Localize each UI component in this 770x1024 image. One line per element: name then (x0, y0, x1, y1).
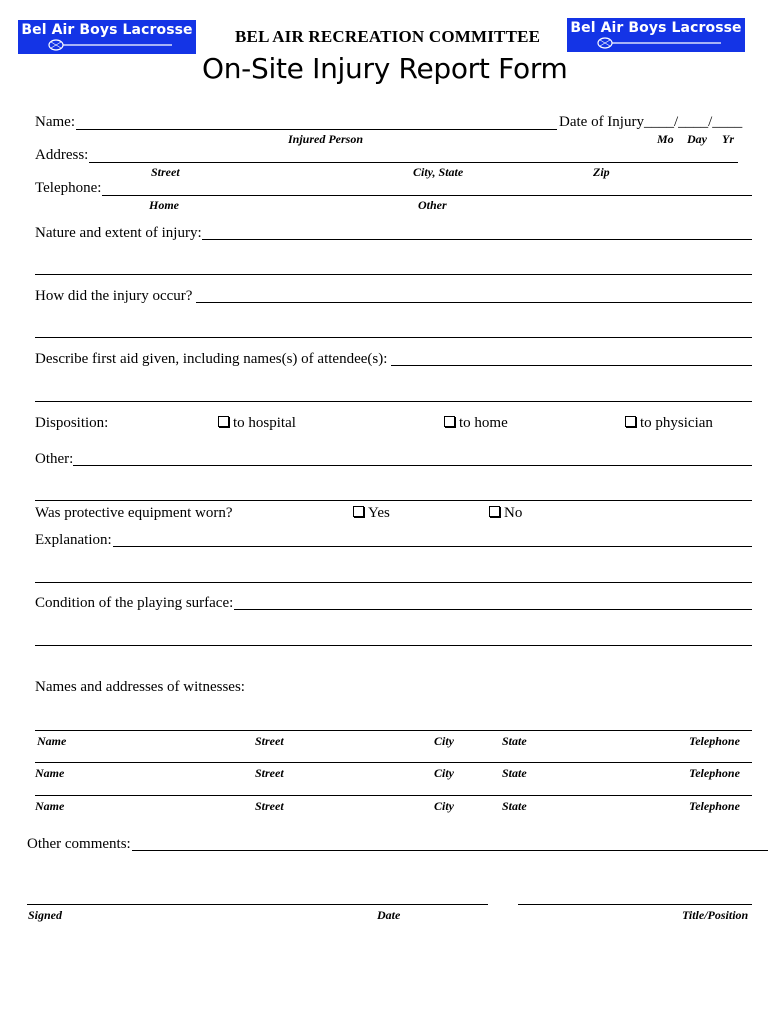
year-caption: Yr (722, 132, 734, 146)
title-position-caption: Title/Position (682, 908, 749, 922)
checkbox-icon (625, 416, 636, 427)
witness-state-caption: State (502, 766, 527, 780)
date-of-injury-field[interactable]: Date of Injury____/____/____ (559, 114, 743, 130)
other-comments-field[interactable] (132, 850, 768, 851)
to-physician-label: to physician (640, 415, 713, 431)
checkbox-icon (444, 416, 455, 427)
signature-date-field[interactable] (27, 904, 488, 905)
to-home-checkbox[interactable] (444, 415, 508, 432)
home-caption: Home (149, 198, 179, 212)
day-caption: Day (687, 132, 707, 146)
witness-city-caption: City (434, 799, 454, 813)
to-hospital-checkbox[interactable] (218, 415, 296, 432)
other-label: Other: (35, 451, 74, 467)
witness-state-caption: State (502, 734, 527, 748)
name-label: Name: (35, 114, 75, 130)
witness-name-caption: Name (37, 734, 67, 748)
telephone-field[interactable] (102, 195, 752, 196)
street-caption: Street (151, 165, 180, 179)
nature-of-injury-field[interactable] (202, 239, 752, 240)
how-injury-occurred-field-2[interactable] (35, 337, 752, 338)
to-home-label: to home (459, 415, 508, 431)
other-field[interactable] (73, 465, 752, 466)
witness-line-3[interactable] (35, 795, 752, 796)
explanation-field[interactable] (113, 546, 752, 547)
witness-city-caption: City (434, 734, 454, 748)
address-field[interactable] (89, 162, 738, 163)
explanation-field-2[interactable] (35, 582, 752, 583)
witness-street-caption: Street (255, 799, 284, 813)
witness-state-caption: State (502, 799, 527, 813)
telephone-label: Telephone: (35, 180, 102, 196)
equipment-yes-checkbox[interactable] (353, 505, 390, 522)
witness-name-caption: Name (35, 766, 65, 780)
logo-left (18, 20, 196, 54)
explanation-label: Explanation: (35, 532, 112, 548)
witness-street-caption: Street (255, 766, 284, 780)
injured-person-caption: Injured Person (288, 132, 364, 146)
address-label: Address: (35, 147, 89, 163)
witness-telephone-caption: Telephone (689, 799, 740, 813)
logo-text: Bel Air Boys Lacrosse (21, 22, 193, 38)
signed-caption: Signed (28, 908, 63, 922)
equipment-no-checkbox[interactable] (489, 505, 522, 522)
witness-city-caption: City (434, 766, 454, 780)
nature-of-injury-label: Nature and extent of injury: (35, 225, 202, 241)
no-label: No (504, 505, 523, 521)
page-title: On-Site Injury Report Form (202, 52, 568, 85)
witness-street-caption: Street (255, 734, 284, 748)
checkbox-icon (218, 416, 229, 427)
yes-label: Yes (368, 505, 390, 521)
checkbox-icon (353, 506, 364, 517)
month-caption: Mo (657, 132, 674, 146)
logo-right (567, 18, 745, 52)
other-comments-label: Other comments: (27, 836, 131, 852)
how-injury-occurred-field[interactable] (196, 302, 752, 303)
witness-telephone-caption: Telephone (689, 766, 740, 780)
other-phone-caption: Other (418, 198, 447, 212)
playing-surface-field[interactable] (234, 609, 752, 610)
first-aid-field[interactable] (391, 365, 752, 366)
first-aid-label: Describe first aid given, including names(s) of attendee(s): (35, 351, 388, 367)
witness-name-caption: Name (35, 799, 65, 813)
title-position-field[interactable] (518, 904, 752, 905)
playing-surface-field-2[interactable] (35, 645, 752, 646)
first-aid-field-2[interactable] (35, 401, 752, 402)
lacrosse-stick-icon (48, 39, 173, 51)
nature-of-injury-field-2[interactable] (35, 274, 752, 275)
committee-heading: BEL AIR RECREATION COMMITTEE (235, 27, 541, 46)
checkbox-icon (489, 506, 500, 517)
disposition-label: Disposition: (35, 415, 109, 431)
witness-line-2[interactable] (35, 762, 752, 763)
witness-telephone-caption: Telephone (689, 734, 740, 748)
how-injury-occurred-label: How did the injury occur? (35, 288, 193, 304)
to-physician-checkbox[interactable] (625, 415, 713, 432)
other-field-2[interactable] (35, 500, 752, 501)
playing-surface-label: Condition of the playing surface: (35, 595, 234, 611)
witnesses-label: Names and addresses of witnesses: (35, 679, 245, 695)
name-field[interactable] (76, 129, 557, 130)
to-hospital-label: to hospital (233, 415, 296, 431)
protective-equipment-label: Was protective equipment worn? (35, 505, 233, 521)
city-state-caption: City, State (413, 165, 464, 179)
logo-text: Bel Air Boys Lacrosse (570, 20, 742, 36)
zip-caption: Zip (593, 165, 610, 179)
date-caption: Date (377, 908, 401, 922)
lacrosse-stick-icon (597, 37, 722, 49)
witness-line-1[interactable] (35, 730, 752, 731)
